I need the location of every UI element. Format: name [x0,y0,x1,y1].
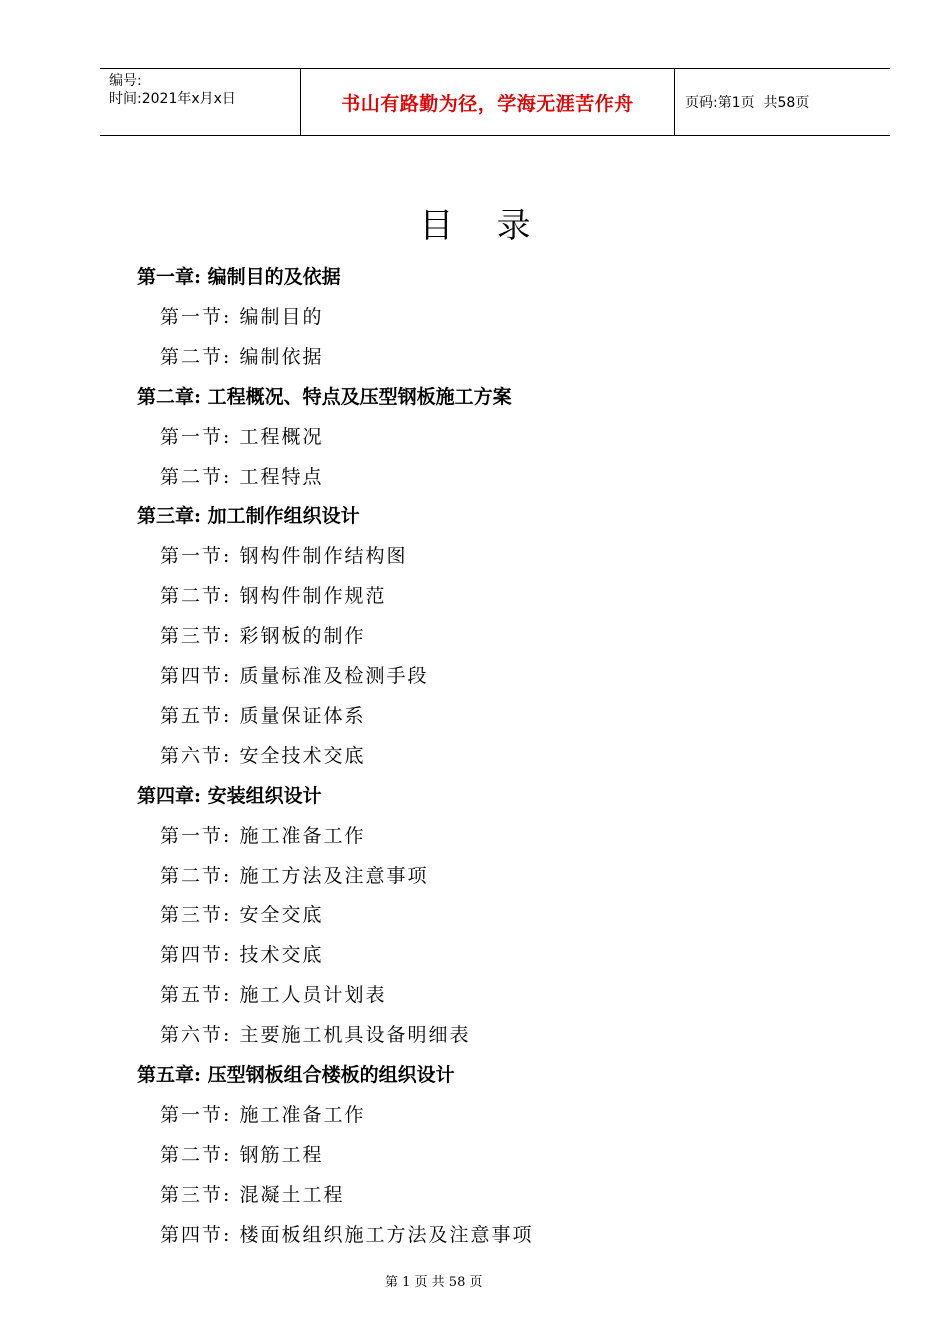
toc-chapter[interactable]: 第二章: 工程概况、特点及压型钢板施工方案 [137,385,512,408]
toc-section[interactable]: 第四节: 技术交底 [160,944,324,967]
toc-chapter[interactable]: 第四章: 安装组织设计 [137,784,322,807]
toc-chapter[interactable]: 第五章: 压型钢板组合楼板的组织设计 [137,1064,455,1086]
toc-section[interactable]: 第二节: 钢构件制作规范 [160,585,387,608]
toc-section[interactable]: 第一节: 工程概况 [160,425,324,448]
toc-section[interactable]: 第四节: 质量标准及检测手段 [160,665,429,687]
toc-section[interactable]: 第六节: 安全技术交底 [160,744,366,767]
header-page-info [675,69,890,135]
page-title: 目 录 [419,206,531,246]
toc-section[interactable]: 第二节: 钢筋工程 [160,1143,324,1166]
toc-section[interactable]: 第二节: 编制依据 [160,345,324,368]
doc-number-label: 编号: [109,73,142,89]
toc-section[interactable]: 第二节: 工程特点 [160,465,324,488]
toc-chapter[interactable]: 第一章: 编制目的及依据 [137,266,341,288]
toc-section[interactable]: 第一节: 施工准备工作 [160,824,366,847]
toc-section[interactable]: 第五节: 质量保证体系 [160,704,366,727]
toc-section[interactable]: 第三节: 安全交底 [160,904,324,927]
page-footer: 第 1 页 共 58 页 [385,1275,483,1290]
header-motto: 书山有路勤为径，学海无涯苦作舟 [301,69,675,135]
toc-section[interactable]: 第一节: 施工准备工作 [160,1103,366,1126]
page-info-text: 页码:第1页 共58页 [685,95,810,111]
toc-section[interactable]: 第三节: 混凝土工程 [160,1183,345,1206]
doc-date: 时间:2021年x月x日 [109,91,236,107]
toc-section[interactable]: 第四节: 楼面板组织施工方法及注意事项 [160,1223,534,1246]
toc-chapter[interactable]: 第三章: 加工制作组织设计 [137,505,360,528]
page-header [100,68,890,136]
toc-section[interactable]: 第一节: 钢构件制作结构图 [160,545,408,568]
toc-section[interactable]: 第三节: 彩钢板的制作 [160,625,366,648]
toc-section[interactable]: 第五节: 施工人员计划表 [160,984,387,1007]
toc-section[interactable]: 第一节: 编制目的 [160,305,324,328]
header-doc-info [100,69,301,135]
toc-section[interactable]: 第六节: 主要施工机具设备明细表 [160,1024,471,1047]
toc-section[interactable]: 第二节: 施工方法及注意事项 [160,864,429,887]
